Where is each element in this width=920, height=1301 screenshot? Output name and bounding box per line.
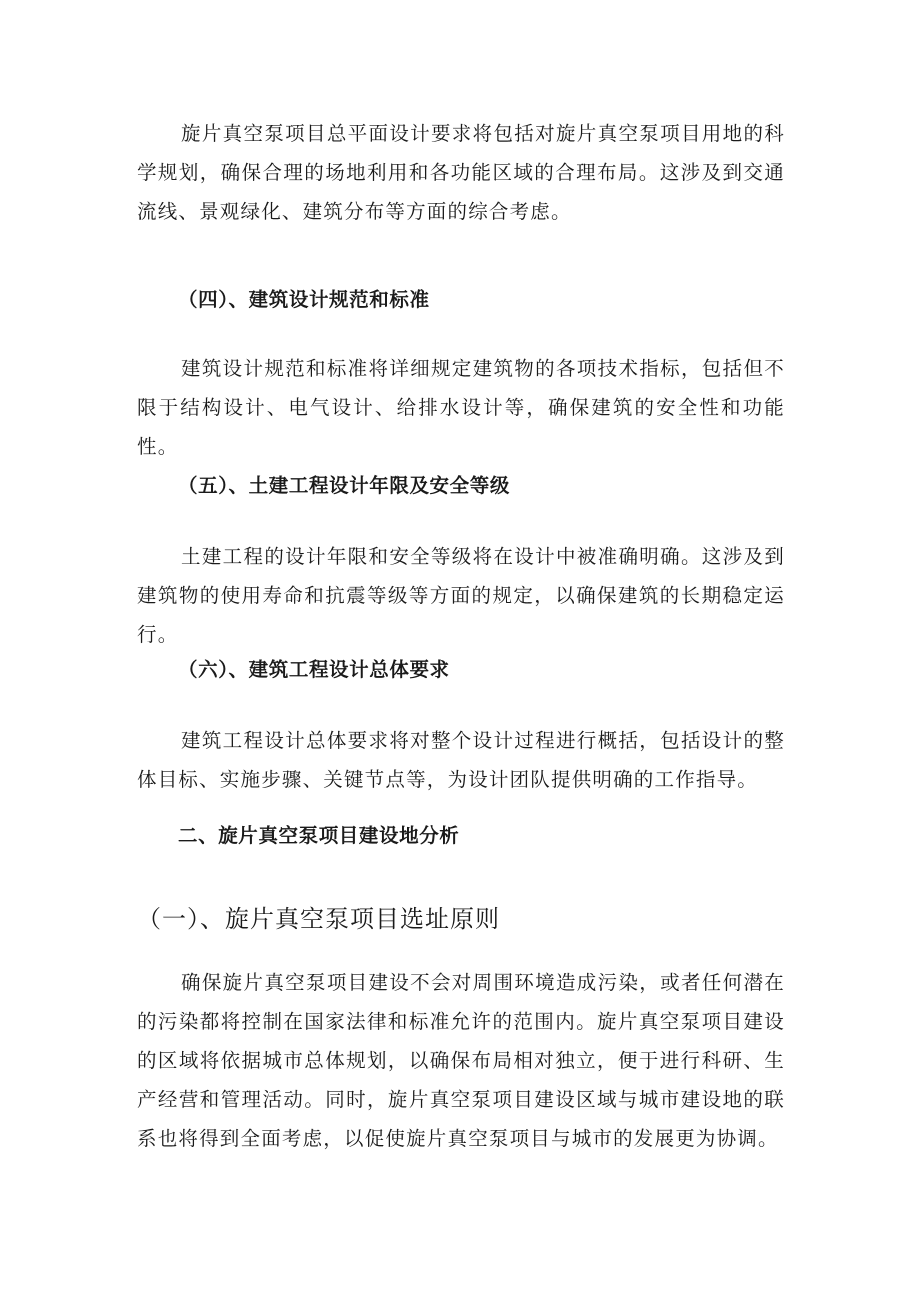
heading-overall-requirements: （六）、建筑工程设计总体要求: [178, 658, 450, 681]
section-heading-site-analysis: 二、旋片真空泵项目建设地分析: [178, 824, 460, 847]
paragraph-overall-requirements: 建筑工程设计总体要求将对整个设计过程进行概括，包括设计的整体目标、实施步骤、关键节点等，为设计团队提供明确的工作指导。: [137, 729, 785, 791]
heading-site-selection-principles: （一）、旋片真空泵项目选址原则: [137, 905, 500, 933]
heading-civil-design-life: （五）、土建工程设计年限及安全等级: [178, 474, 510, 497]
paragraph-site-planning: 旋片真空泵项目总平面设计要求将包括对旋片真空泵项目用地的科学规划，确保合理的场地利用和各功能区域的合理布局。这涉及到交通流线、景观绿化、建筑分布等方面的综合考虑。: [137, 122, 785, 223]
paragraph-site-selection-principles: 确保旋片真空泵项目建设不会对周围环境造成污染，或者任何潜在的污染都将控制在国家法律和标准允许的范围内。旋片真空泵项目建设的区域将依据城市总体规划，以确保布局相对独立，便于进行科研、生产经营和管理活动。同时，旋片真空泵项目建设区域与城市建设地的联系也将得到全面考虑，以促使旋片真空泵项目与城市的发展更为协调。: [137, 971, 785, 1150]
paragraph-building-design-standards: 建筑设计规范和标准将详细规定建筑物的各项技术指标，包括但不限于结构设计、电气设计、给排水设计等，确保建筑的安全性和功能性。: [137, 357, 785, 458]
paragraph-civil-design-life: 土建工程的设计年限和安全等级将在设计中被准确明确。这涉及到建筑物的使用寿命和抗震等级等方面的规定，以确保建筑的长期稳定运行。: [137, 545, 785, 646]
heading-building-design-standards: （四）、建筑设计规范和标准: [178, 288, 430, 311]
